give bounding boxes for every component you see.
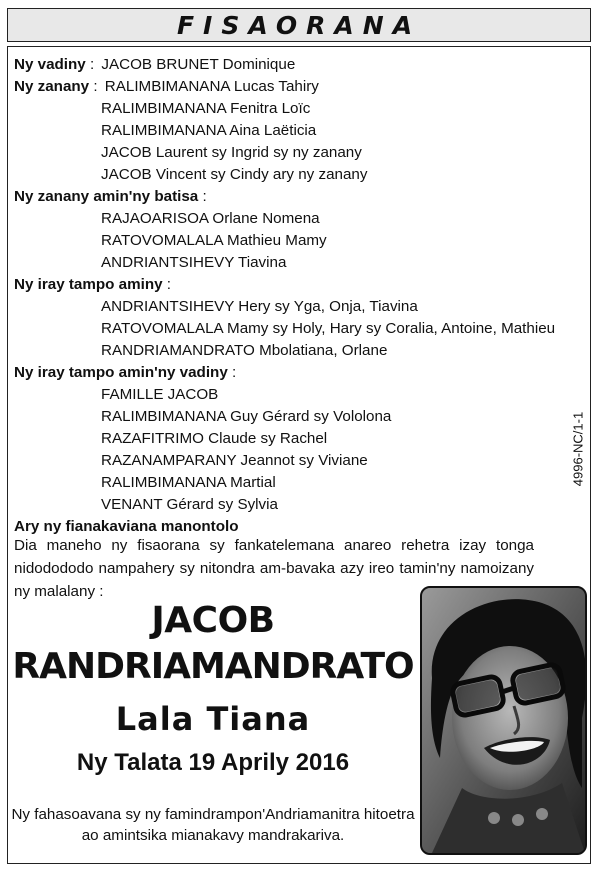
family-list [14, 54, 584, 538]
deceased-nickname: Lala Tiana [115, 700, 311, 738]
section-label: Ny iray tampo amin'ny vadiny [14, 364, 228, 381]
section-spouse-siblings: Ny iray tampo amin'ny vadiny : [14, 364, 237, 381]
list-item: FAMILLE JACOB [101, 386, 219, 403]
list-item: RAZANAMPARANY Jeannot sy Viviane [101, 452, 368, 469]
list-item: RANDRIAMANDRATO Mbolatiana, Orlane [101, 342, 388, 359]
portrait-photo-icon [420, 586, 587, 855]
list-item: RAZAFITRIMO Claude sy Rachel [101, 430, 328, 447]
closing-line2: ao amintsika mianakavy mandrakariva. [81, 827, 345, 844]
list-item: RALIMBIMANANA Aina Laëticia [101, 122, 317, 139]
portrait-illustration [422, 588, 585, 853]
section-label: Ny zanany [14, 78, 90, 95]
section-spouse: Ny vadiny : JACOB BRUNET Dominique [14, 56, 296, 73]
section-godchildren: Ny zanany amin'ny batisa : [14, 188, 207, 205]
closing-line1: Ny fahasoavana sy ny famindrampon'Andriamanitra hitoetra [11, 806, 415, 823]
header-banner [7, 8, 591, 42]
section-label: Ny zanany amin'ny batisa [14, 188, 199, 205]
thanks-paragraph: Dia maneho ny fisaorana sy fankatelemana anareo rehetra izay tonga nidodododo nampahery sy nitondra am-bavaka azy ireo tamin'ny namoizany ny malalany : [14, 537, 534, 600]
section-children: Ny zanany : RALIMBIMANANA Lucas Tahiry [14, 78, 319, 95]
list-item: JACOB BRUNET Dominique [101, 56, 296, 73]
list-item: RALIMBIMANANA Lucas Tahiry [104, 78, 319, 95]
list-item: JACOB Laurent sy Ingrid sy ny zanany [101, 144, 362, 161]
list-item: RALIMBIMANANA Fenitra Loïc [101, 100, 311, 117]
list-item: RALIMBIMANANA Guy Gérard sy Vololona [101, 408, 392, 425]
deceased-name-line2: RANDRIAMANDRATO [12, 646, 414, 687]
list-item: RALIMBIMANANA Martial [101, 474, 276, 491]
family-heading: Ary ny fianakaviana manontolo [14, 518, 239, 535]
list-item: RAJAOARISOA Orlane Nomena [101, 210, 320, 227]
closing-blessing [10, 804, 416, 846]
deceased-name-line1: JACOB [151, 600, 275, 641]
reference-code [568, 404, 588, 494]
list-item: JACOB Vincent sy Cindy ary ny zanany [101, 166, 368, 183]
death-date: Ny Talata 19 Aprily 2016 [76, 749, 350, 776]
section-siblings: Ny iray tampo aminy : [14, 276, 172, 293]
section-label: Ny iray tampo aminy [14, 276, 163, 293]
page-title: FISAORANA [176, 10, 422, 40]
reference-code-text: 4996-NC/1-1 [570, 411, 586, 487]
list-item: RATOVOMALALA Mathieu Mamy [101, 232, 327, 249]
section-label: Ny vadiny [14, 56, 86, 73]
list-item: VENANT Gérard sy Sylvia [101, 496, 278, 513]
list-item: RATOVOMALALA Mamy sy Holy, Hary sy Coralia, Antoine, Mathieu [101, 320, 556, 337]
list-item: ANDRIANTSIHEVY Hery sy Yga, Onja, Tiavina [101, 298, 418, 315]
list-item: ANDRIANTSIHEVY Tiavina [101, 254, 287, 271]
